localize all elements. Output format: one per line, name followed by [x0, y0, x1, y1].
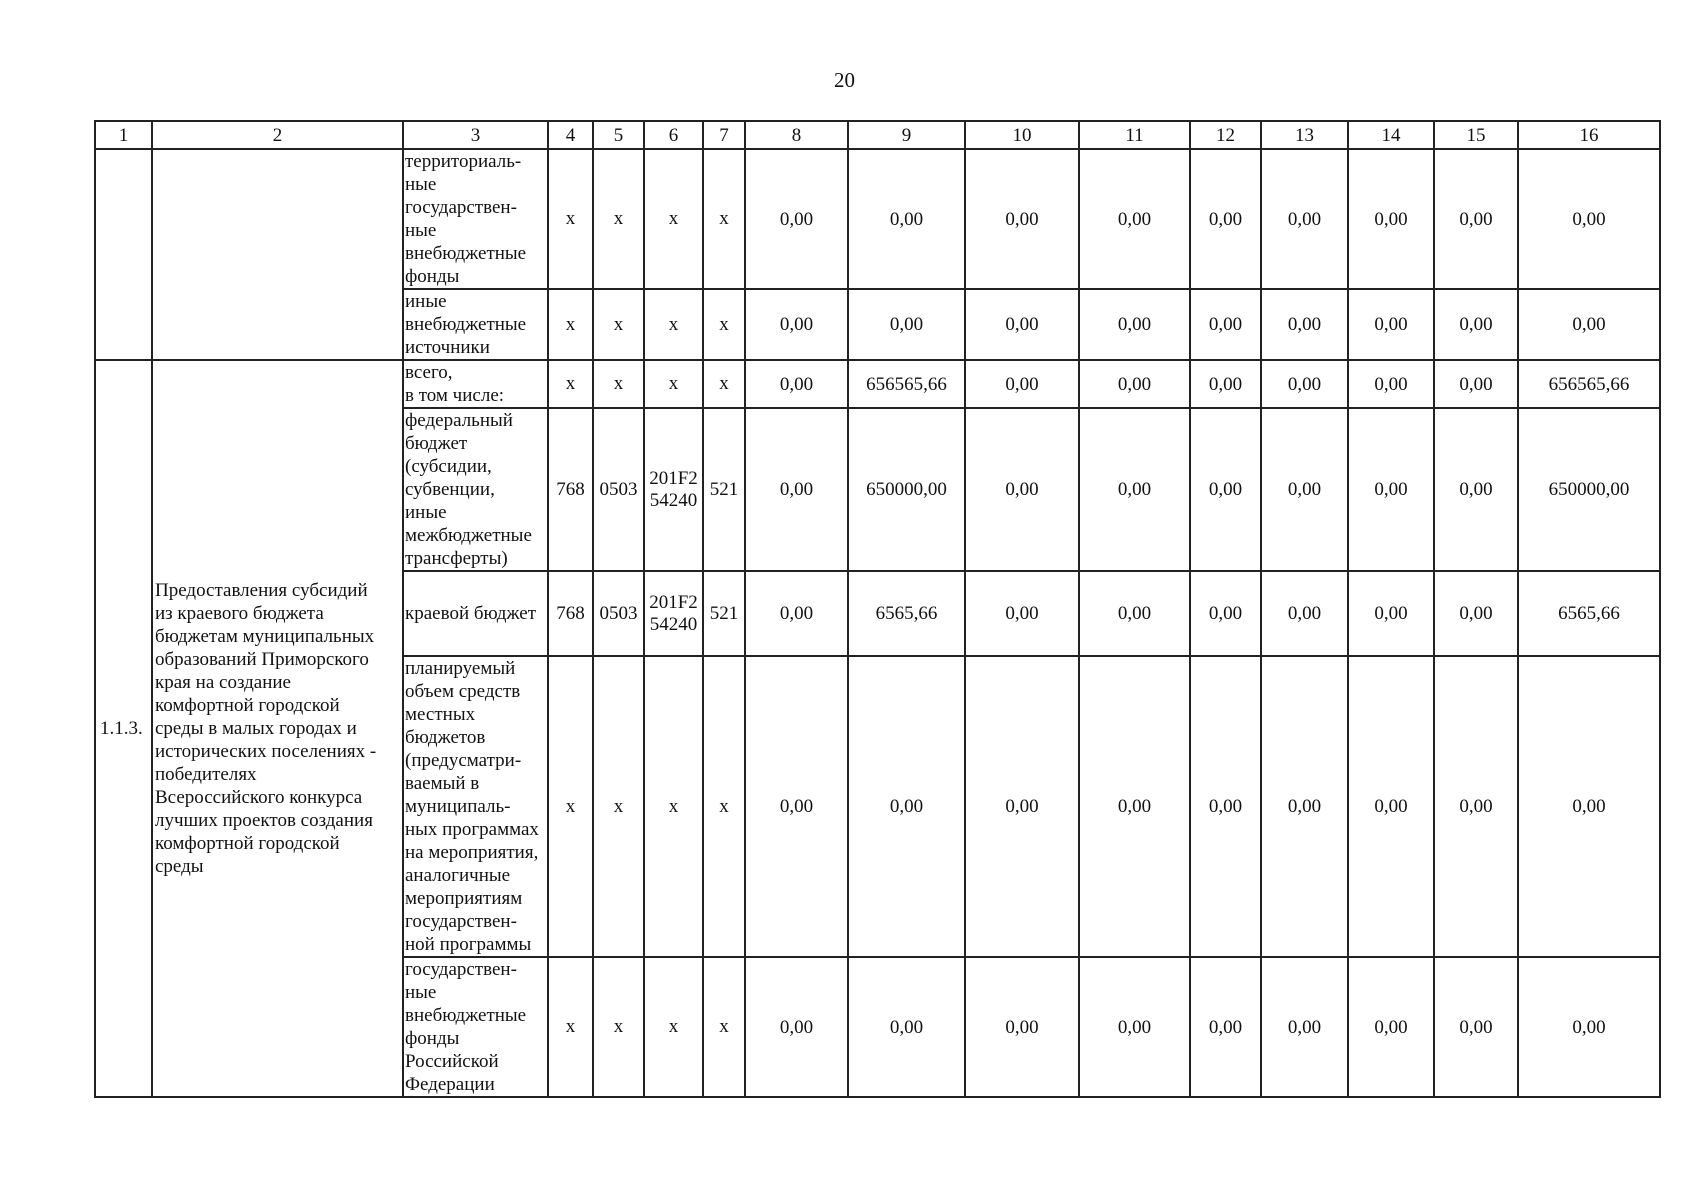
budget-code-4: x — [548, 289, 593, 360]
amount-col-8: 0,00 — [745, 149, 848, 289]
amount-col-9: 0,00 — [848, 656, 965, 957]
funding-source-line: внебюджетные — [405, 243, 527, 264]
funding-source-line: иные — [405, 291, 447, 312]
amount-col-14: 0,00 — [1348, 571, 1434, 656]
budget-code-4: x — [548, 149, 593, 289]
amount-col-15: 0,00 — [1434, 289, 1518, 360]
amount-col-15: 0,00 — [1434, 360, 1518, 408]
column-header-2: 2 — [152, 121, 403, 149]
amount-col-11: 0,00 — [1079, 571, 1190, 656]
table-body — [95, 149, 1660, 1097]
funding-source-line: краевой бюджет — [405, 603, 537, 624]
budget-code-line: 201F2 — [649, 467, 698, 489]
item-number: 1.1.3. — [95, 360, 152, 1097]
funding-source — [403, 656, 548, 957]
amount-col-14: 0,00 — [1348, 149, 1434, 289]
amount-col-8: 0,00 — [745, 289, 848, 360]
funding-source-line: мероприятиям — [405, 888, 523, 909]
item-name-line: края на создание — [155, 672, 291, 693]
budget-code-6: x — [644, 289, 703, 360]
budget-code-7: x — [703, 360, 745, 408]
funding-source-line: внебюджетные — [405, 314, 527, 335]
funding-source-line: межбюджетные — [405, 525, 532, 546]
item-name-cell — [152, 149, 403, 360]
item-name-line: из краевого бюджета — [155, 603, 324, 624]
amount-col-16: 650000,00 — [1518, 408, 1660, 571]
amount-col-9: 0,00 — [848, 149, 965, 289]
amount-col-16: 0,00 — [1518, 289, 1660, 360]
amount-col-11: 0,00 — [1079, 957, 1190, 1097]
amount-col-15: 0,00 — [1434, 571, 1518, 656]
item-name-line: среды в малых городах и — [155, 718, 357, 739]
funding-source-line: бюджет — [405, 433, 468, 454]
amount-col-8: 0,00 — [745, 571, 848, 656]
funding-source-line: фонды — [405, 1028, 460, 1049]
budget-code-line: 201F2 — [649, 591, 698, 613]
item-name-line: исторических поселениях - — [155, 741, 377, 762]
amount-col-12: 0,00 — [1190, 571, 1261, 656]
funding-source-line: планируемый — [405, 658, 516, 679]
amount-col-8: 0,00 — [745, 656, 848, 957]
budget-code-6 — [644, 408, 703, 571]
item-name-line: образований Приморского — [155, 649, 369, 670]
budget-code-line: 54240 — [649, 613, 698, 635]
funding-source-line: бюджетов — [405, 727, 486, 748]
funding-source-line: субвенции, — [405, 479, 495, 500]
budget-code-5: 0503 — [593, 571, 644, 656]
item-number-cell — [95, 149, 152, 360]
header-row — [95, 121, 1660, 149]
budget-code-4: 768 — [548, 571, 593, 656]
funding-source-line: ные — [405, 174, 437, 195]
amount-col-10: 0,00 — [965, 957, 1079, 1097]
amount-col-9: 0,00 — [848, 957, 965, 1097]
column-header-12: 12 — [1190, 121, 1261, 149]
amount-col-13: 0,00 — [1261, 149, 1348, 289]
column-header-5: 5 — [593, 121, 644, 149]
budget-code-4: x — [548, 360, 593, 408]
amount-col-10: 0,00 — [965, 149, 1079, 289]
amount-col-11: 0,00 — [1079, 656, 1190, 957]
column-header-7: 7 — [703, 121, 745, 149]
funding-source-line: муниципаль- — [405, 796, 511, 817]
column-header-11: 11 — [1079, 121, 1190, 149]
budget-code-7: x — [703, 289, 745, 360]
amount-col-10: 0,00 — [965, 656, 1079, 957]
funding-source-line: всего, — [405, 362, 453, 383]
budget-code-6: x — [644, 360, 703, 408]
budget-code-line: 54240 — [649, 489, 698, 511]
amount-col-10: 0,00 — [965, 360, 1079, 408]
funding-source-line: (предусматри- — [405, 750, 522, 771]
amount-col-10: 0,00 — [965, 289, 1079, 360]
amount-col-12: 0,00 — [1190, 149, 1261, 289]
funding-source-line: Федерации — [405, 1074, 495, 1095]
amount-col-12: 0,00 — [1190, 289, 1261, 360]
funding-source — [403, 149, 548, 289]
item-name-line: Предоставления субсидий — [155, 580, 368, 601]
amount-col-16: 656565,66 — [1518, 360, 1660, 408]
amount-col-11: 0,00 — [1079, 360, 1190, 408]
amount-col-12: 0,00 — [1190, 360, 1261, 408]
funding-source-line: иные — [405, 502, 447, 523]
column-header-8: 8 — [745, 121, 848, 149]
item-name-line: бюджетам муниципальных — [155, 626, 375, 647]
funding-source — [403, 408, 548, 571]
amount-col-9: 650000,00 — [848, 408, 965, 571]
funding-source-line: федеральный — [405, 410, 513, 431]
funding-source-line: Российской — [405, 1051, 499, 1072]
funding-source-line: территориаль- — [405, 151, 522, 172]
column-header-3: 3 — [403, 121, 548, 149]
amount-col-15: 0,00 — [1434, 408, 1518, 571]
column-header-6: 6 — [644, 121, 703, 149]
amount-col-13: 0,00 — [1261, 957, 1348, 1097]
column-header-13: 13 — [1261, 121, 1348, 149]
column-header-4: 4 — [548, 121, 593, 149]
amount-col-8: 0,00 — [745, 360, 848, 408]
amount-col-13: 0,00 — [1261, 571, 1348, 656]
budget-code-6: x — [644, 656, 703, 957]
amount-col-9: 0,00 — [848, 289, 965, 360]
funding-source-line: государствен- — [405, 911, 517, 932]
budget-code-6: x — [644, 149, 703, 289]
funding-source-line: в том числе: — [405, 385, 505, 406]
budget-code-7: x — [703, 656, 745, 957]
column-header-14: 14 — [1348, 121, 1434, 149]
budget-code-6 — [644, 571, 703, 656]
funding-source-line: ной программы — [405, 934, 532, 955]
budget-table — [94, 120, 1661, 1098]
funding-source-line: внебюджетные — [405, 1005, 527, 1026]
amount-col-13: 0,00 — [1261, 408, 1348, 571]
amount-col-9: 6565,66 — [848, 571, 965, 656]
funding-source-line: ваемый в — [405, 773, 480, 794]
funding-source-line: источники — [405, 337, 490, 358]
budget-code-5: x — [593, 289, 644, 360]
amount-col-11: 0,00 — [1079, 289, 1190, 360]
funding-source-line: государствен- — [405, 959, 517, 980]
table-row — [95, 149, 1660, 289]
amount-col-10: 0,00 — [965, 571, 1079, 656]
budget-code-4: x — [548, 957, 593, 1097]
budget-code-7: x — [703, 149, 745, 289]
amount-col-14: 0,00 — [1348, 957, 1434, 1097]
amount-col-11: 0,00 — [1079, 408, 1190, 571]
amount-col-14: 0,00 — [1348, 289, 1434, 360]
item-name-line: комфортной городской — [155, 833, 340, 854]
column-header-16: 16 — [1518, 121, 1660, 149]
amount-col-16: 0,00 — [1518, 957, 1660, 1097]
amount-col-14: 0,00 — [1348, 656, 1434, 957]
funding-source-line: ных программах — [405, 819, 539, 840]
item-name-line: комфортной городской — [155, 695, 340, 716]
amount-col-15: 0,00 — [1434, 957, 1518, 1097]
amount-col-15: 0,00 — [1434, 149, 1518, 289]
budget-code-5: x — [593, 957, 644, 1097]
budget-code-5: x — [593, 656, 644, 957]
item-name-line: лучших проектов создания — [155, 810, 373, 831]
funding-source-line: (субсидии, — [405, 456, 492, 477]
amount-col-14: 0,00 — [1348, 360, 1434, 408]
amount-col-10: 0,00 — [965, 408, 1079, 571]
page-number: 20 — [834, 68, 855, 92]
column-header-15: 15 — [1434, 121, 1518, 149]
funding-source-line: трансферты) — [405, 548, 508, 569]
amount-col-13: 0,00 — [1261, 360, 1348, 408]
item-name-line: среды — [155, 856, 204, 877]
item-name-line: Всероссийского конкурса — [155, 787, 363, 808]
amount-col-9: 656565,66 — [848, 360, 965, 408]
amount-col-16: 0,00 — [1518, 656, 1660, 957]
amount-col-16: 6565,66 — [1518, 571, 1660, 656]
amount-col-14: 0,00 — [1348, 408, 1434, 571]
funding-source-line: объем средств — [405, 681, 521, 702]
funding-source — [403, 289, 548, 360]
funding-source-line: аналогичные — [405, 865, 511, 886]
budget-code-7: x — [703, 957, 745, 1097]
funding-source-line: фонды — [405, 266, 460, 287]
table-row — [95, 360, 1660, 408]
budget-code-7: 521 — [703, 571, 745, 656]
amount-col-12: 0,00 — [1190, 656, 1261, 957]
amount-col-12: 0,00 — [1190, 408, 1261, 571]
item-name — [152, 360, 403, 1097]
funding-source — [403, 571, 548, 656]
budget-code-5: x — [593, 149, 644, 289]
column-header-10: 10 — [965, 121, 1079, 149]
funding-source-line: на мероприятия, — [405, 842, 539, 863]
amount-col-15: 0,00 — [1434, 656, 1518, 957]
budget-code-4: x — [548, 656, 593, 957]
budget-code-6: x — [644, 957, 703, 1097]
column-header-9: 9 — [848, 121, 965, 149]
funding-source-line: местных — [405, 704, 476, 725]
funding-source — [403, 957, 548, 1097]
budget-code-5: 0503 — [593, 408, 644, 571]
amount-col-13: 0,00 — [1261, 289, 1348, 360]
funding-source-line: ные — [405, 220, 437, 241]
funding-source-line: государствен- — [405, 197, 517, 218]
funding-source-line: ные — [405, 982, 437, 1003]
amount-col-12: 0,00 — [1190, 957, 1261, 1097]
budget-code-4: 768 — [548, 408, 593, 571]
amount-col-8: 0,00 — [745, 408, 848, 571]
amount-col-16: 0,00 — [1518, 149, 1660, 289]
amount-col-11: 0,00 — [1079, 149, 1190, 289]
budget-code-5: x — [593, 360, 644, 408]
item-name-line: победителях — [155, 764, 257, 785]
amount-col-8: 0,00 — [745, 957, 848, 1097]
amount-col-13: 0,00 — [1261, 656, 1348, 957]
funding-source — [403, 360, 548, 408]
column-header-1: 1 — [95, 121, 152, 149]
budget-code-7: 521 — [703, 408, 745, 571]
